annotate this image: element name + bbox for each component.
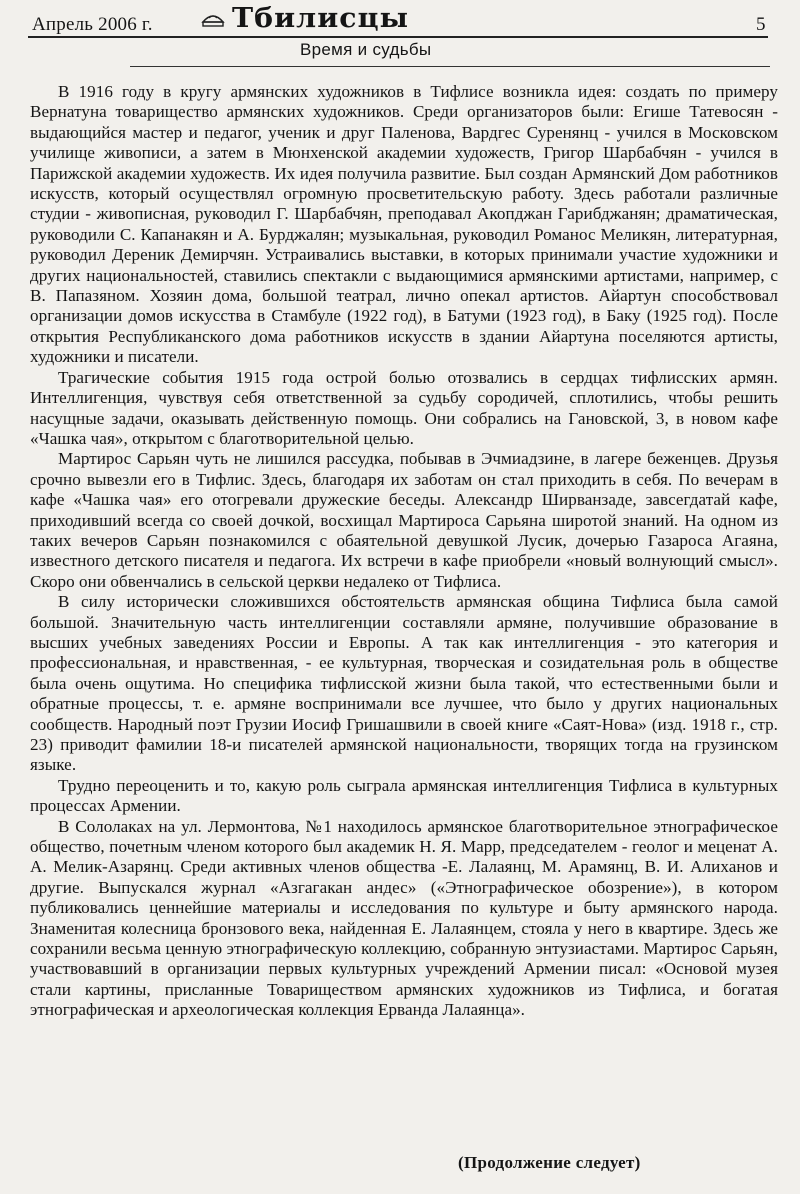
issue-date: Апрель 2006 г. <box>32 14 153 35</box>
article-paragraph: Мартирос Сарьян чуть не лишился рассудка, побывав в Эчмиадзине, в лагере беженцев. Друзья срочно вывезли его в Тифлис. Здесь, благодаря их заботам он стал приходить в себя. По вечерам в кафе «Чашка чая» его отогревали дружеские беседы. Александр Ширванзаде, завсегдатай кафе, приходивший всегда со своей дочкой, восхищал Мартироса Сарьяна широтой знаний. На одном из таких вечеров Сарьян познакомился с обаятельной девушкой Лусик, дочерью Газароса Агаяна, известного детского писателя и педагога. Их встречи в кафе приобрели «новый волнующий смысл». Скоро они обвенчались в сельской церкви недалеко от Тифлиса. <box>30 449 778 591</box>
article-paragraph: В силу исторически сложившихся обстоятельств армянская община Тифлиса была самой большой. Значительную часть интеллигенции составляли армяне, получившие образование в высших учебных заведениях России и Европы. А так как интеллигенция - это категория и профессиональная, и нравственная, - ее культурная, творческая и созидательная роль в обществе была очень ощутима. Но специфика тифлисской жизни была такой, что естественными были и обратные процессы, т. е. армяне воспринимали все лучшее, что было у других национальных сообществ. Народный поэт Грузии Иосиф Гришашвили в своей книге «Саят-Нова» (изд. 1918 г., стр. 23) приводит фамилии 18-и писателей армянской национальности, творящих тогда на грузинском языке. <box>30 592 778 775</box>
article-body <box>30 82 778 1021</box>
article-paragraph: В 1916 году в кругу армянских художников в Тифлисе возникла идея: создать по примеру Вернатуна товарищество армянских художников. Среди организаторов были: Егише Татевосян - выдающийся мастер и педагог, ученик и друг Паленова, Вардгес Суренянц - учился в Московском училище живописи, а затем в Мюнхенской академии художеств, Григор Шарбабчян - учился в Парижской академии художеств. Их идея получила развитие. Был создан Армянский Дом работников искусств, который осуществлял огромную просветительскую работу. Здесь работали различные студии - живописная, руководил Г. Шарбабчян, преподавал Акопджан Гарибджанян; драматическая, руководили С. Капанакян и А. Бурджалян; музыкальная, руководил Романос Меликян, литературная, руководил Дереник Демирчян. Устраивались выставки, в которых принимали участие художники и других национальностей, ставились спектакли с выдающимися армянскими артистами, например, с В. Папазяном. Хозяин дома, большой театрал, лично опекал артистов. Айартун способствовал организации домов искусства в Стамбуле (1922 год), в Батуми (1923 год), в Баку (1925 год). После открытия Республиканского дома работников искусств в здании Айартуна поселяются артисты, художники и писатели. <box>30 82 778 367</box>
masthead-logo: Тбилисцы <box>232 3 410 34</box>
article-paragraph: Трудно переоценить и то, какую роль сыграла армянская интеллигенция Тифлиса в культурных процессах Армении. <box>30 775 778 816</box>
page-number: 5 <box>756 14 766 35</box>
header-rule <box>28 36 768 38</box>
section-title: Время и судьбы <box>300 40 432 59</box>
article-paragraph: В Сололаках на ул. Лермонтова, №1 находилось армянское благотворительное этнографическое общество, почетным членом которого был академик Н. Я. Марр, председателем - геолог и меценат А. А. Мелик-Азарянц. Среди активных членов общества -Е. Лалаянц, М. Арамянц, В. И. Алиханов и другие. Выпускался журнал «Азгагакан андес» («Этнографическое обозрение»), в котором публиковались ценнейшие материалы и исследования по культуре и быту армянского народа. Знаменитая колесница бронзового века, найденная Е. Лалаянцем, стояла у него в квартире. Здесь же сохранили весьма ценную этнографическую коллекцию, собранную энтузиастами. Мартирос Сарьян, участвовавший в организации первых культурных учреждений Армении писал: «Основой музея стали картины, присланные Товариществом армянских художников из Тифлиса, и богатая этнографическая и археологическая коллекция Ерванда Лалаянца». <box>30 816 778 1020</box>
continuation-note: (Продолжение следует) <box>458 1153 641 1172</box>
emblem-icon <box>200 8 226 30</box>
section-rule <box>130 66 770 67</box>
article-paragraph: Трагические события 1915 года острой болью отозвались в сердцах тифлисских армян. Интеллигенция, чувствуя себя ответственной за судьбу сородичей, сплотились, чтобы решить насущные задачи, оказывать действенную помощь. Они собрались на Гановской, 3, в новом кафе «Чашка чая», открытом с благотворительной целью. <box>30 367 778 448</box>
